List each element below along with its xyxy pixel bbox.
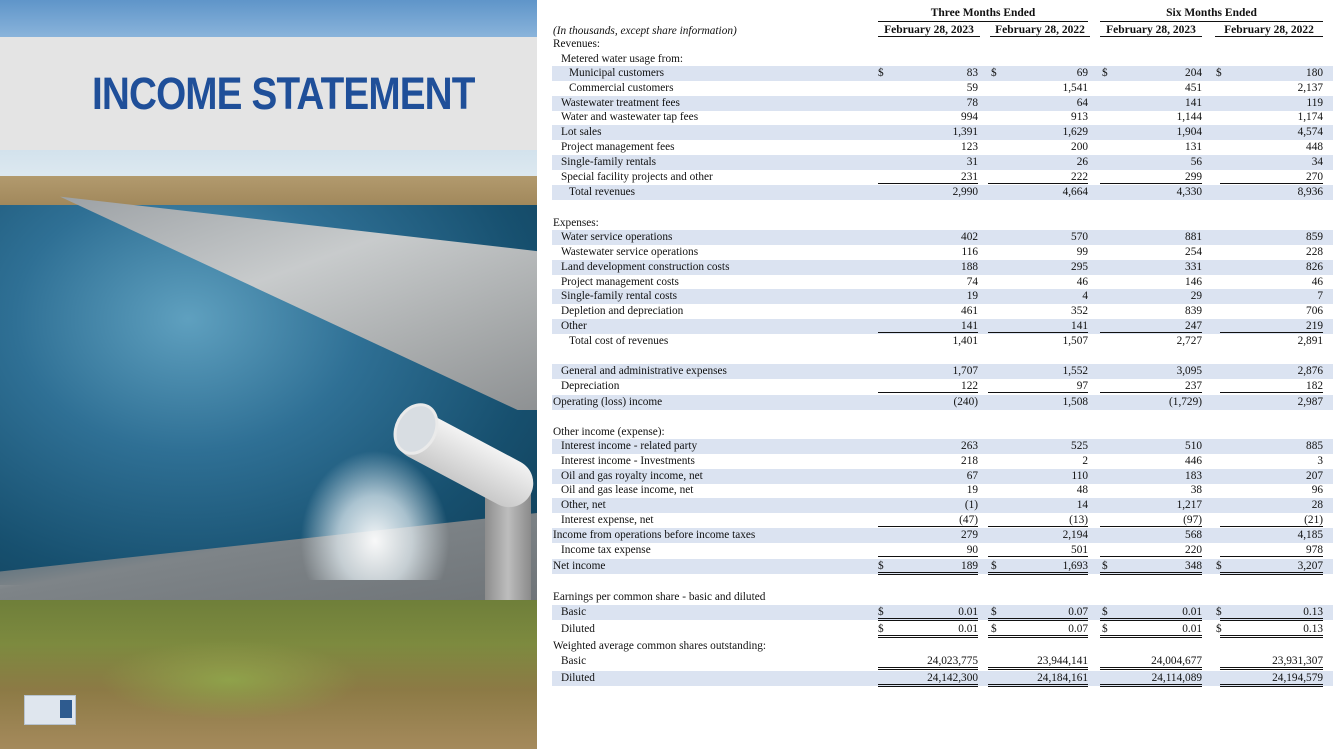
row-label: General and administrative expenses (561, 365, 727, 377)
row-value: 885 (1306, 440, 1323, 452)
row-label: Project management fees (561, 141, 675, 153)
row-value: 299 (1100, 171, 1202, 184)
row-value: 2,194 (1062, 529, 1088, 541)
row-label: Single-family rental costs (561, 290, 678, 302)
row-label: Land development construction costs (561, 261, 730, 273)
header-six-months: Six Months Ended (1166, 7, 1257, 19)
row-value: 881 (1185, 231, 1202, 243)
row-value: 96 (1311, 484, 1323, 496)
company-logo (24, 695, 76, 725)
row-value: 24,023,775 (878, 655, 978, 670)
row-value: 0.13 (1220, 606, 1323, 621)
row-value: 402 (961, 231, 978, 243)
row-label: Single-family rentals (561, 156, 657, 168)
currency-symbol: $ (1102, 67, 1108, 79)
row-label: Water service operations (561, 231, 673, 243)
row-value: 1,629 (1062, 126, 1088, 138)
row-value: 254 (1185, 246, 1202, 258)
currency-symbol: $ (1216, 67, 1222, 79)
row-value: 29 (1190, 290, 1202, 302)
row-value: 1,541 (1062, 82, 1088, 94)
row-value: (13) (988, 514, 1088, 527)
row-value: 4,664 (1062, 186, 1088, 198)
row-value: 501 (988, 544, 1088, 557)
row-value: 200 (1071, 141, 1088, 153)
row-value: 570 (1071, 231, 1088, 243)
row-value: 0.01 (1100, 606, 1202, 621)
row-value: 2 (1082, 455, 1088, 467)
row-value: 122 (878, 380, 978, 393)
row-value: 24,194,579 (1220, 672, 1323, 687)
row-value: 59 (966, 82, 978, 94)
row-value: 14 (1076, 499, 1088, 511)
row-label: Interest income - related party (561, 440, 698, 452)
row-value: 48 (1076, 484, 1088, 496)
currency-symbol: $ (991, 623, 997, 635)
row-value: (1,729) (1169, 396, 1202, 408)
row-value: 1,391 (952, 126, 978, 138)
row-value: 247 (1100, 320, 1202, 333)
currency-symbol: $ (1216, 560, 1222, 572)
row-label: Special facility projects and other (561, 171, 713, 183)
row-value: 4,330 (1176, 186, 1202, 198)
row-value: 1,217 (1176, 499, 1202, 511)
row-value: 222 (988, 171, 1088, 184)
currency-symbol: $ (878, 623, 884, 635)
row-label: Total cost of revenues (569, 335, 669, 347)
column-header: February 28, 2023 (1100, 24, 1202, 37)
row-label: Income tax expense (561, 544, 651, 556)
row-value: 146 (1185, 276, 1202, 288)
row-value: 1,144 (1176, 111, 1202, 123)
row-value: 31 (966, 156, 978, 168)
row-label: Wastewater treatment fees (561, 97, 680, 109)
currency-symbol: $ (1102, 606, 1108, 618)
row-value: 568 (1185, 529, 1202, 541)
row-value: 0.01 (1100, 623, 1202, 638)
row-value: 263 (961, 440, 978, 452)
row-value: 110 (1071, 470, 1088, 482)
row-value: 19 (966, 290, 978, 302)
row-value: 0.01 (878, 606, 978, 621)
row-value: 123 (961, 141, 978, 153)
row-value: 826 (1306, 261, 1323, 273)
row-value: 510 (1185, 440, 1202, 452)
page-title: INCOME STATEMENT (92, 68, 475, 119)
row-label: Operating (loss) income (553, 396, 663, 408)
column-header: February 28, 2022 (1215, 24, 1323, 37)
row-value: 270 (1220, 171, 1323, 184)
row-value: 24,184,161 (988, 672, 1088, 687)
currency-symbol: $ (1216, 606, 1222, 618)
row-value: 204 (1185, 67, 1202, 79)
row-label: Net income (553, 560, 606, 572)
row-value: 19 (966, 484, 978, 496)
row-label: Other (561, 320, 587, 332)
row-label: Oil and gas royalty income, net (561, 470, 703, 482)
row-value: 46 (1311, 276, 1323, 288)
row-value: 24,114,089 (1100, 672, 1202, 687)
row-value: 331 (1185, 261, 1202, 273)
row-label: Municipal customers (569, 67, 665, 79)
row-value: 218 (961, 455, 978, 467)
row-value: 3,095 (1176, 365, 1202, 377)
row-label: Income from operations before income taxes (553, 529, 756, 541)
row-value: 220 (1100, 544, 1202, 557)
row-value: (21) (1220, 514, 1323, 527)
row-value: 46 (1076, 276, 1088, 288)
row-value: 180 (1306, 67, 1323, 79)
row-value: 0.07 (988, 623, 1088, 638)
currency-symbol: $ (878, 606, 884, 618)
row-value: 859 (1306, 231, 1323, 243)
row-value: 23,931,307 (1220, 655, 1323, 670)
row-value: 183 (1185, 470, 1202, 482)
currency-symbol: $ (1102, 560, 1108, 572)
row-value: 0.07 (988, 606, 1088, 621)
header-rule-six (1100, 21, 1323, 22)
row-value: 74 (966, 276, 978, 288)
row-value: 207 (1306, 470, 1323, 482)
row-label: Project management costs (561, 276, 679, 288)
row-label: Diluted (561, 623, 595, 635)
row-label: Weighted average common shares outstanding: (553, 640, 767, 652)
row-value: 3 (1317, 455, 1323, 467)
row-value: 219 (1220, 320, 1323, 333)
row-value: 24,142,300 (878, 672, 978, 687)
row-value: 4,185 (1297, 529, 1323, 541)
row-value: (1) (964, 499, 978, 511)
row-value: 448 (1306, 141, 1323, 153)
row-value: 69 (1076, 67, 1088, 79)
currency-symbol: $ (991, 67, 997, 79)
row-value: 446 (1185, 455, 1202, 467)
row-value: 38 (1190, 484, 1202, 496)
row-value: 2,990 (952, 186, 978, 198)
row-value: 228 (1306, 246, 1323, 258)
grass-tuft (100, 640, 360, 720)
logo-mark (60, 700, 72, 718)
row-value: 1,401 (952, 335, 978, 347)
row-value: 1,904 (1176, 126, 1202, 138)
row-value: (47) (878, 514, 978, 527)
row-label: Lot sales (561, 126, 602, 138)
row-value: 188 (961, 261, 978, 273)
row-value: 451 (1185, 82, 1202, 94)
row-value: 525 (1071, 440, 1088, 452)
water-splash (300, 450, 450, 580)
row-value: 3,207 (1220, 560, 1323, 575)
row-label: Other income (expense): (553, 426, 665, 438)
row-value: 352 (1071, 305, 1088, 317)
row-label: Revenues: (553, 38, 601, 50)
row-value: 231 (878, 171, 978, 184)
row-value: 1,508 (1062, 396, 1088, 408)
currency-symbol: $ (1102, 623, 1108, 635)
row-value: 839 (1185, 305, 1202, 317)
row-value: 461 (961, 305, 978, 317)
row-value: 7 (1317, 290, 1323, 302)
row-value: 2,137 (1297, 82, 1323, 94)
units-note: (In thousands, except share information) (553, 25, 737, 37)
row-value: 131 (1185, 141, 1202, 153)
row-value: 2,727 (1176, 335, 1202, 347)
row-label: Water and wastewater tap fees (561, 111, 699, 123)
column-header: February 28, 2022 (990, 24, 1090, 37)
row-label: Wastewater service operations (561, 246, 699, 258)
row-value: 2,876 (1297, 365, 1323, 377)
row-value: 78 (966, 97, 978, 109)
row-value: 1,707 (952, 365, 978, 377)
row-value: 116 (961, 246, 978, 258)
row-value: 1,507 (1062, 335, 1088, 347)
column-header: February 28, 2023 (878, 24, 980, 37)
row-value: 348 (1100, 560, 1202, 575)
row-value: 1,552 (1062, 365, 1088, 377)
row-value: 295 (1071, 261, 1088, 273)
row-label: Expenses: (553, 217, 599, 229)
row-value: 83 (966, 67, 978, 79)
row-label: Oil and gas lease income, net (561, 484, 694, 496)
row-value: (97) (1100, 514, 1202, 527)
row-value: 0.01 (878, 623, 978, 638)
row-value: 119 (1306, 97, 1323, 109)
row-value: 182 (1220, 380, 1323, 393)
currency-symbol: $ (1216, 623, 1222, 635)
row-value: 97 (988, 380, 1088, 393)
row-value: 28 (1311, 499, 1323, 511)
row-value: 90 (878, 544, 978, 557)
row-value: 706 (1306, 305, 1323, 317)
row-label: Interest expense, net (561, 514, 654, 526)
row-label: Depletion and depreciation (561, 305, 684, 317)
row-label: Interest income - Investments (561, 455, 695, 467)
row-value: 189 (878, 560, 978, 575)
row-value: (240) (953, 396, 978, 408)
row-label: Diluted (561, 672, 595, 684)
row-value: 1,693 (988, 560, 1088, 575)
row-value: 141 (878, 320, 978, 333)
row-value: 2,891 (1297, 335, 1323, 347)
row-label: Metered water usage from: (561, 53, 684, 65)
row-value: 67 (966, 470, 978, 482)
row-label: Commercial customers (569, 82, 674, 94)
row-value: 913 (1071, 111, 1088, 123)
row-value: 994 (961, 111, 978, 123)
row-value: 34 (1311, 156, 1323, 168)
row-label: Basic (561, 655, 587, 667)
row-value: 279 (961, 529, 978, 541)
title-banner (0, 37, 537, 150)
row-label: Depreciation (561, 380, 620, 392)
row-value: 23,944,141 (988, 655, 1088, 670)
row-value: 237 (1100, 380, 1202, 393)
row-label: Total revenues (569, 186, 636, 198)
row-value: 99 (1076, 246, 1088, 258)
header-rule-three (878, 21, 1088, 22)
row-label: Earnings per common share - basic and diluted (553, 591, 766, 603)
row-value: 141 (988, 320, 1088, 333)
row-value: 1,174 (1297, 111, 1323, 123)
currency-symbol: $ (991, 560, 997, 572)
row-value: 56 (1190, 156, 1202, 168)
row-value: 64 (1076, 97, 1088, 109)
row-value: 26 (1076, 156, 1088, 168)
row-label: Basic (561, 606, 587, 618)
currency-symbol: $ (878, 67, 884, 79)
currency-symbol: $ (991, 606, 997, 618)
row-value: 2,987 (1297, 396, 1323, 408)
row-value: 978 (1220, 544, 1323, 557)
header-three-months: Three Months Ended (930, 7, 1036, 19)
currency-symbol: $ (878, 560, 884, 572)
income-statement-table (540, 0, 1333, 749)
row-value: 4 (1082, 290, 1088, 302)
row-value: 24,004,677 (1100, 655, 1202, 670)
row-value: 141 (1185, 97, 1202, 109)
row-value: 4,574 (1297, 126, 1323, 138)
row-value: 8,936 (1297, 186, 1323, 198)
row-label: Other, net (561, 499, 606, 511)
row-value: 0.13 (1220, 623, 1323, 638)
